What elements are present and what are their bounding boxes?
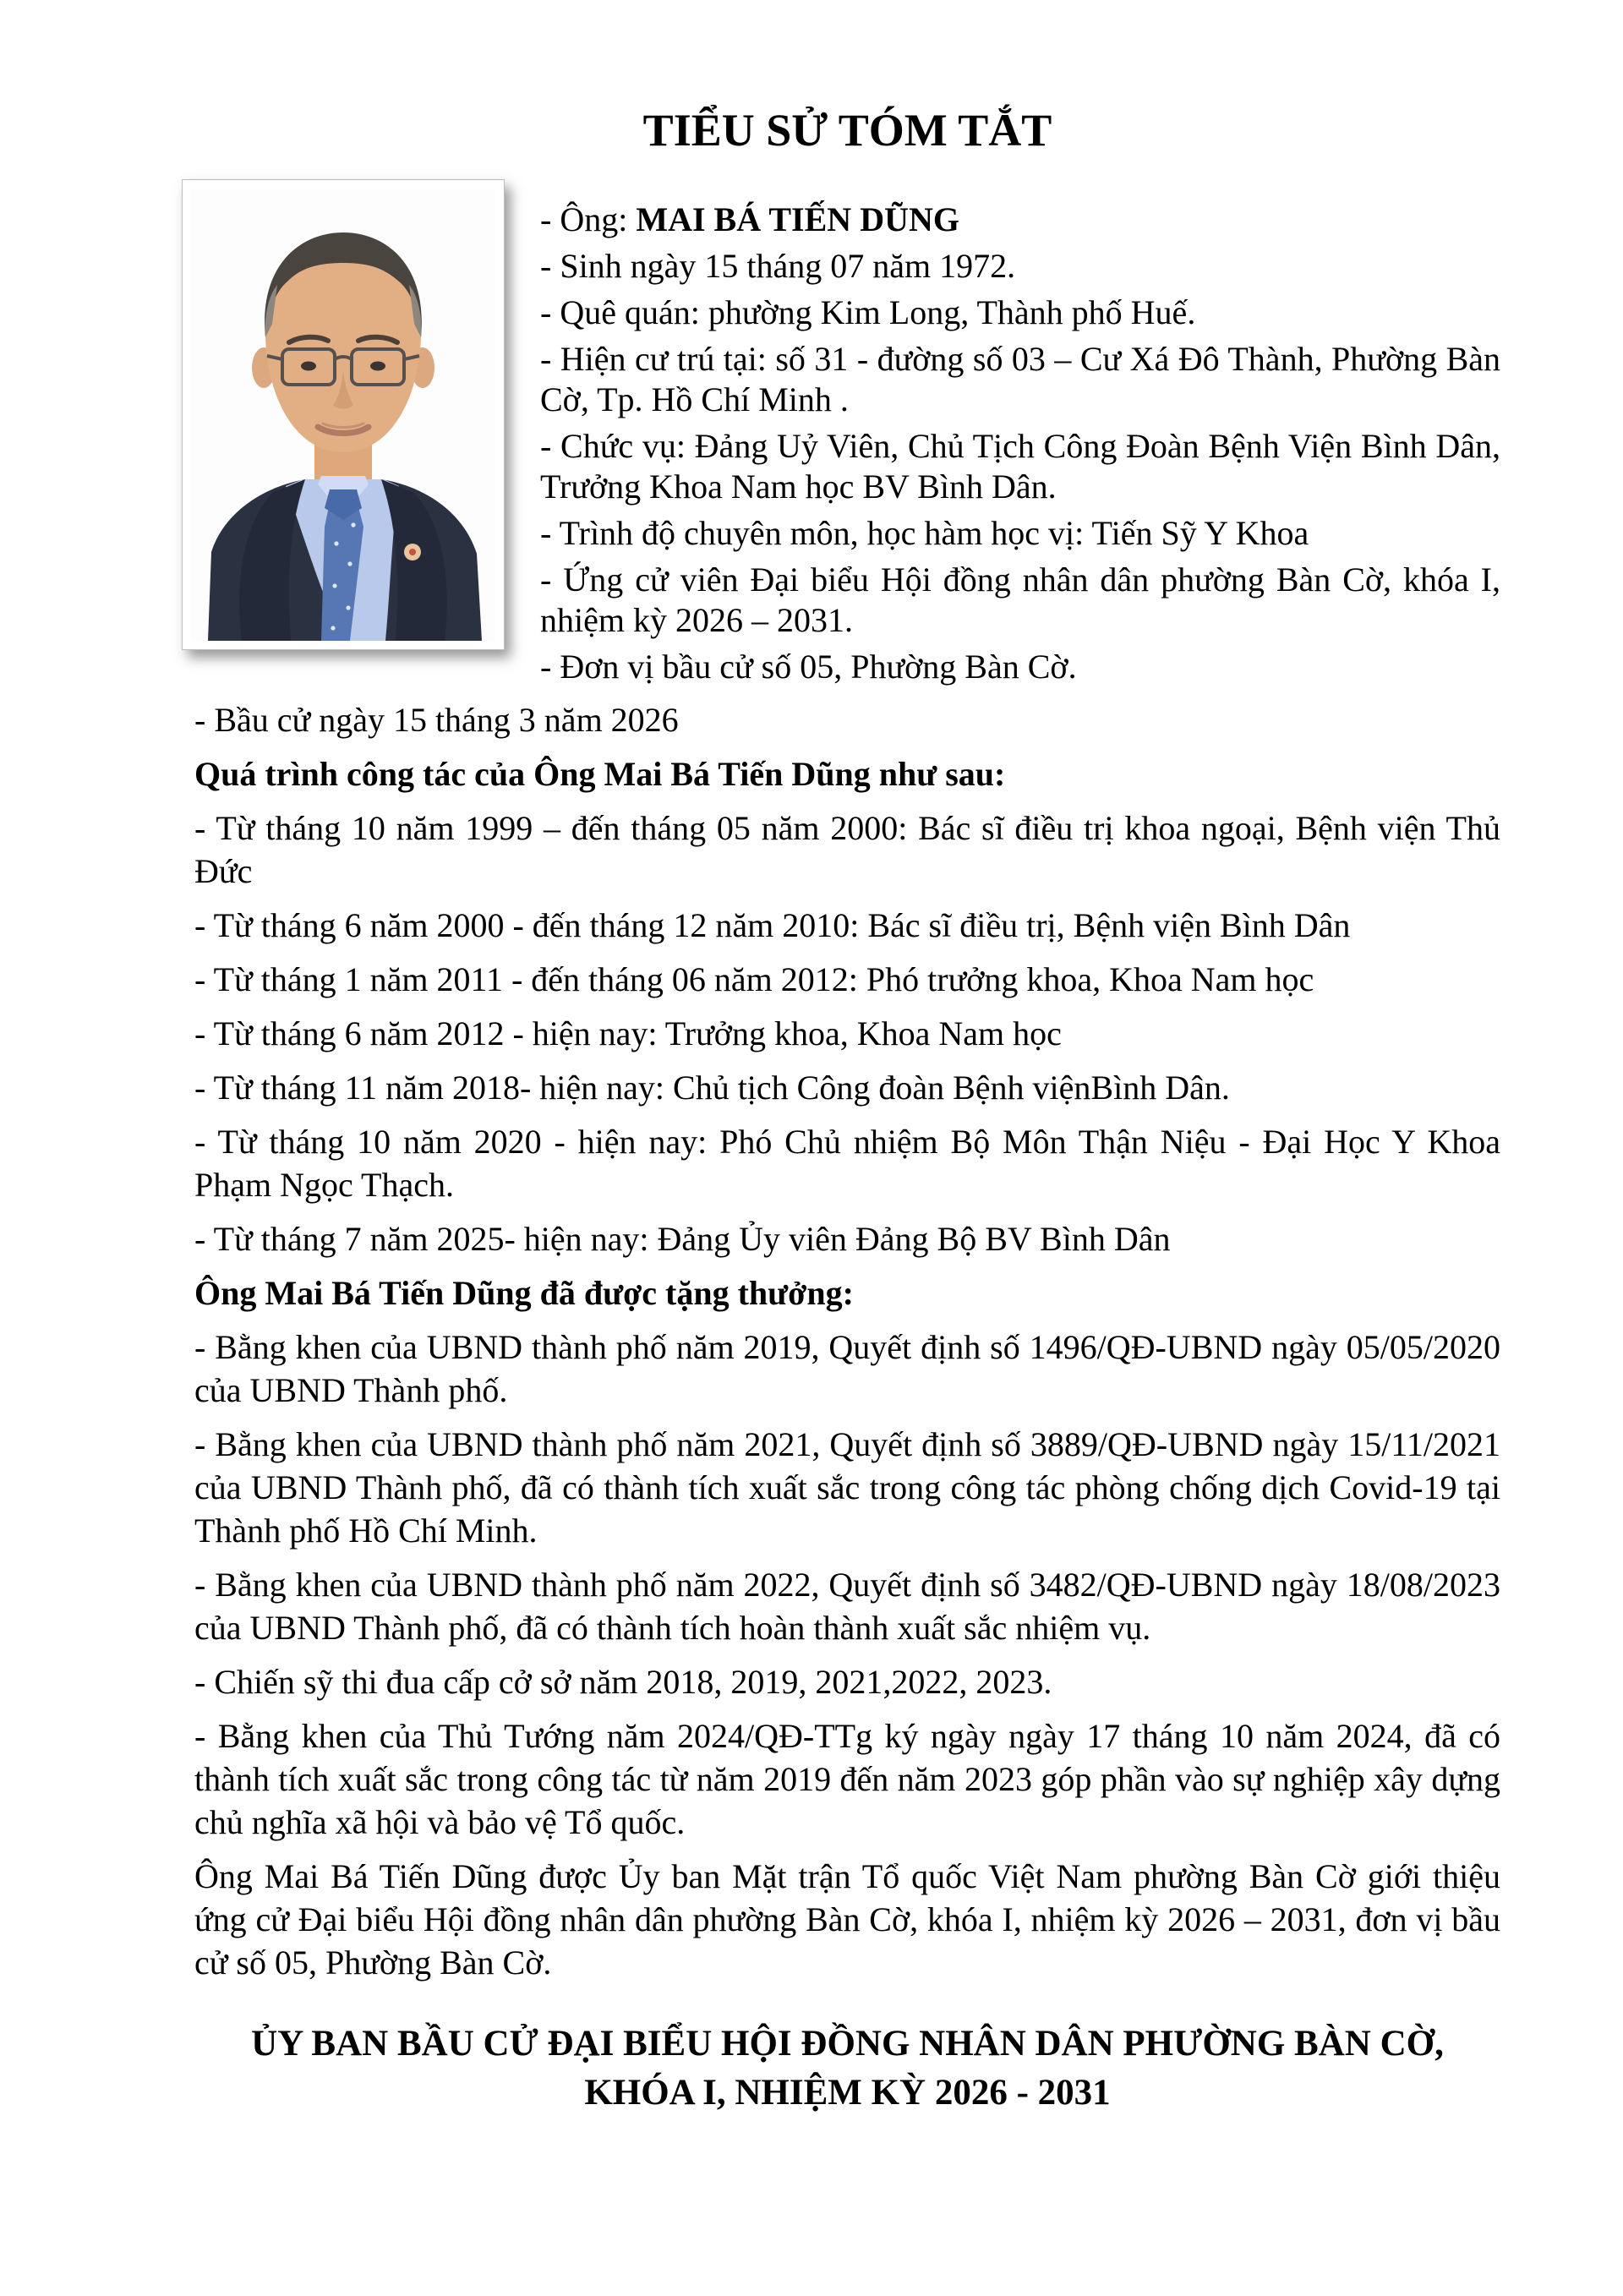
profile-line-education: - Trình độ chuyên môn, học hàm học vị: Tiến Sỹ Y Khoa bbox=[540, 514, 1309, 552]
profile-line-name bbox=[540, 200, 1500, 240]
footer-line-1: ỦY BAN BẦU CỬ ĐẠI BIỂU HỘI ĐỒNG NHÂN DÂN PHƯỜNG BÀN CỜ, bbox=[251, 2024, 1444, 2064]
awards-heading: Ông Mai Bá Tiến Dũng đã được tặng thưởng: bbox=[194, 1274, 854, 1312]
career-item: - Từ tháng 6 năm 2000 - đến tháng 12 năm 2010: Bác sĩ điều trị, Bệnh viện Bình Dân bbox=[194, 906, 1351, 944]
award-item: - Chiến sỹ thi đua cấp cở sở năm 2018, 2019, 2021,2022, 2023. bbox=[194, 1663, 1052, 1701]
profile-line-position: - Chức vụ: Đảng Uỷ Viên, Chủ Tịch Công Đoàn Bệnh Viện Bình Dân, Trưởng Khoa Nam học BV Bình Dân. bbox=[540, 427, 1500, 506]
footer-line-2: KHÓA I, NHIỆM KỲ 2026 - 2031 bbox=[584, 2073, 1111, 2113]
career-item: - Từ tháng 7 năm 2025- hiện nay: Đảng Ủy viên Đảng Bộ BV Bình Dân bbox=[194, 1220, 1171, 1258]
name-prefix: - Ông: bbox=[540, 200, 637, 238]
footer bbox=[194, 2020, 1500, 2118]
profile-line-birth: - Sinh ngày 15 tháng 07 năm 1972. bbox=[540, 247, 1016, 285]
career-item: - Từ tháng 11 năm 2018- hiện nay: Chủ tịch Công đoàn Bệnh việnBình Dân. bbox=[194, 1069, 1230, 1107]
election-date-line: - Bầu cử ngày 15 tháng 3 năm 2026 bbox=[194, 701, 679, 739]
career-heading: Quá trình công tác của Ông Mai Bá Tiến Dũng như sau: bbox=[194, 755, 1006, 793]
profile-line-candidacy: - Ứng cử viên Đại biểu Hội đồng nhân dân phường Bàn Cờ, khóa I, nhiệm kỳ 2026 – 2031. bbox=[540, 560, 1500, 639]
portrait-illustration bbox=[191, 189, 495, 641]
nomination-paragraph: Ông Mai Bá Tiến Dũng được Ủy ban Mặt trận Tổ quốc Việt Nam phường Bàn Cờ giới thiệu ứng cử Đại biểu Hội đồng nhân dân phường Bàn Cờ, khóa I, nhiệm kỳ 2026 – 2031, đơn vị bầu cử số 05, Phường Bàn Cờ. bbox=[194, 1857, 1500, 1982]
award-item: - Bằng khen của UBND thành phố năm 2019, Quyết định số 1496/QĐ-UBND ngày 05/05/2020 của UBND Thành phố. bbox=[194, 1328, 1500, 1409]
profile-line-unit: - Đơn vị bầu cử số 05, Phường Bàn Cờ. bbox=[540, 648, 1077, 686]
candidate-name: MAI BÁ TIẾN DŨNG bbox=[636, 200, 959, 238]
award-item: - Bằng khen của UBND thành phố năm 2022, Quyết định số 3482/QĐ-UBND ngày 18/08/2023 của UBND Thành phố, đã có thành tích hoàn thành xuất sắc nhiệm vụ. bbox=[194, 1566, 1500, 1647]
career-item: - Từ tháng 10 năm 1999 – đến tháng 05 năm 2000: Bác sĩ điều trị khoa ngoại, Bệnh viện Thủ Đức bbox=[194, 809, 1500, 890]
candidate-photo bbox=[182, 179, 505, 650]
career-item: - Từ tháng 1 năm 2011 - đến tháng 06 năm 2012: Phó trưởng khoa, Khoa Nam học bbox=[194, 960, 1314, 998]
career-item: - Từ tháng 6 năm 2012 - hiện nay: Trưởng khoa, Khoa Nam học bbox=[194, 1014, 1062, 1052]
profile-section bbox=[194, 179, 1500, 687]
profile-text-block bbox=[540, 179, 1500, 687]
profile-line-hometown: - Quê quán: phường Kim Long, Thành phố Huế. bbox=[540, 293, 1196, 331]
career-item: - Từ tháng 10 năm 2020 - hiện nay: Phó Chủ nhiệm Bộ Môn Thận Niệu - Đại Học Y Khoa Phạm Ngọc Thạch. bbox=[194, 1123, 1500, 1204]
award-item: - Bằng khen của UBND thành phố năm 2021, Quyết định số 3889/QĐ-UBND ngày 15/11/2021 của UBND Thành phố, đã có thành tích xuất sắc trong công tác phòng chống dịch Covid-19 tại Thành phố Hồ Chí Minh. bbox=[194, 1425, 1500, 1550]
award-item: - Bằng khen của Thủ Tướng năm 2024/QĐ-TTg ký ngày ngày 17 tháng 10 năm 2024, đã có thành tích xuất sắc trong công tác từ năm 2019 đến năm 2023 góp phần vào sự nghiệp xây dựng chủ nghĩa xã hội và bảo vệ Tổ quốc. bbox=[194, 1717, 1500, 1841]
profile-line-residence: - Hiện cư trú tại: số 31 - đường số 03 – Cư Xá Đô Thành, Phường Bàn Cờ, Tp. Hồ Chí Minh . bbox=[540, 340, 1500, 418]
page-title: TIỂU SỬ TÓM TẮT bbox=[642, 105, 1052, 156]
